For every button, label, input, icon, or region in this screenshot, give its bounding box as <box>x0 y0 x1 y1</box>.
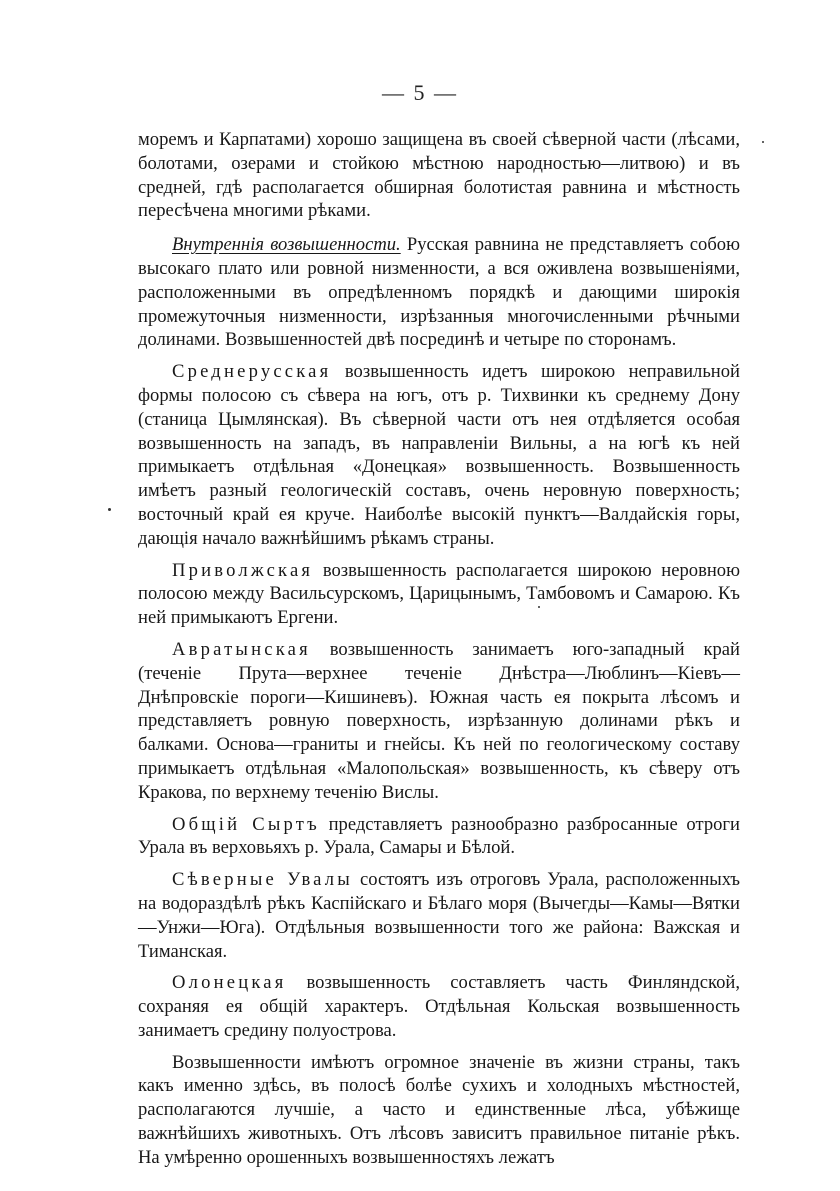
paragraph-northern-uvaly <box>138 868 740 963</box>
paragraph-text: возвышенность занимаетъ юго-западный край (теченіе Прута—верхнее теченіе Днѣстра—Люблинъ—Кіевъ—Днѣпровскіе пороги—Кишиневъ). Южная часть ея покрыта лѣсомъ и представляетъ ровную поверхность, изрѣзанную долинами рѣкъ и балками. Основа—граниты и гнейсы. Къ ней по геологическому составу примыкаетъ отдѣльная «Малопольская» возвышенность, къ сѣверу отъ Кракова, по верхнему теченію Вислы. <box>138 638 740 803</box>
section-heading: Внутреннія возвышенности. <box>172 234 401 256</box>
term-spaced: Общій Сыртъ <box>172 813 320 835</box>
paragraph-olonets <box>138 971 740 1042</box>
scan-speck <box>762 141 764 143</box>
paragraph-text: представляетъ разнообразно разбросанные отроги Урала въ верховьяхъ р. Урала, Самары и Бѣлой. <box>138 813 741 859</box>
term-spaced: Олонецкая <box>172 972 287 994</box>
paragraph-volga <box>138 559 740 630</box>
paragraph-text: моремъ и Карпатами) хорошо защищена въ своей сѣверной части (лѣсами, болотами, озерами и стойкою мѣстною народностью—литвою) и въ средней, гдѣ располагается обширная болотистая равнина и мѣстность пересѣчена многими рѣками. <box>138 129 740 222</box>
paragraph-obshchiy-syrt <box>138 813 740 861</box>
page-body-text <box>138 128 740 1178</box>
term-spaced: Среднерусская <box>172 361 332 383</box>
paragraph-text: возвышенность идетъ широкою неправильной формы полосою съ сѣвера на югъ, отъ р. Тихвинки къ среднему Дону (станица Цымлянская). Въ сѣверной части отъ нея отдѣляется особая возвышенность на западъ, въ направленіи Вильны, а на югѣ къ ней примыкаетъ отдѣльная «Донецкая» возвышенность. Возвышенность имѣетъ разный геологическій составъ, очень неровную поверхность; восточный край ея круче. Наиболѣе высокій пунктъ—Валдайскія горы, дающія начало важнѣйшимъ рѣкамъ страны. <box>138 361 740 549</box>
paragraph-text: Русская равнина не представляетъ собою высокаго плато или ровной низменности, а вся оживлена возвышеніями, расположенными въ опредѣленномъ порядкѣ и дающими широкія промежуточныя низменности, изрѣзанныя многочисленными рѣчными долинами. Возвышенностей двѣ посрединѣ и четыре по сторонамъ. <box>138 234 740 351</box>
term-spaced: Приволжская <box>172 559 314 581</box>
paragraph-text: Возвышенности имѣютъ огромное значеніе въ жизни страны, такъ какъ именно здѣсь, въ полосѣ болѣе сухихъ и холодныхъ мѣстностей, располагаются лучшіе, а часто и единственные лѣса, убѣжище важнѣйшихъ животныхъ. Отъ лѣсовъ зависитъ правильное питаніе рѣкъ. На умѣренно орошенныхъ возвышенностяхъ лежатъ <box>138 1051 740 1168</box>
paragraph-continuation <box>138 128 740 223</box>
paragraph-text: возвышенность составляетъ часть Финляндской, сохраняя ея общій характеръ. Отдѣльная Кольская возвышенность занимаетъ средину полуострова. <box>138 972 740 1041</box>
page-number: — 5 — <box>382 80 458 105</box>
term-spaced: Авратынская <box>172 638 311 660</box>
paragraph-central-russian <box>138 360 740 550</box>
paragraph-text: возвышенность располагается широкою неровною полосою между Васильсурскомъ, Царицынымъ, Тамбовомъ и Самарою. Къ ней примыкаютъ Ергени. <box>138 559 740 629</box>
paragraph-avratyn <box>138 638 740 805</box>
paragraph-text: состоятъ изъ отроговъ Урала, расположенныхъ на водораздѣлѣ рѣкъ Каспійскаго и Бѣлаго моря (Вычегды—Камы—Вятки—Унжи—Юга). Отдѣльныя возвышенности того же района: Важская и Тиманская. <box>138 869 740 962</box>
term-spaced: Сѣверные Увалы <box>172 869 353 891</box>
scan-speck <box>108 508 111 511</box>
paragraph-significance <box>138 1051 740 1170</box>
scan-speck <box>538 606 540 608</box>
paragraph-inner-uplands <box>138 233 740 352</box>
